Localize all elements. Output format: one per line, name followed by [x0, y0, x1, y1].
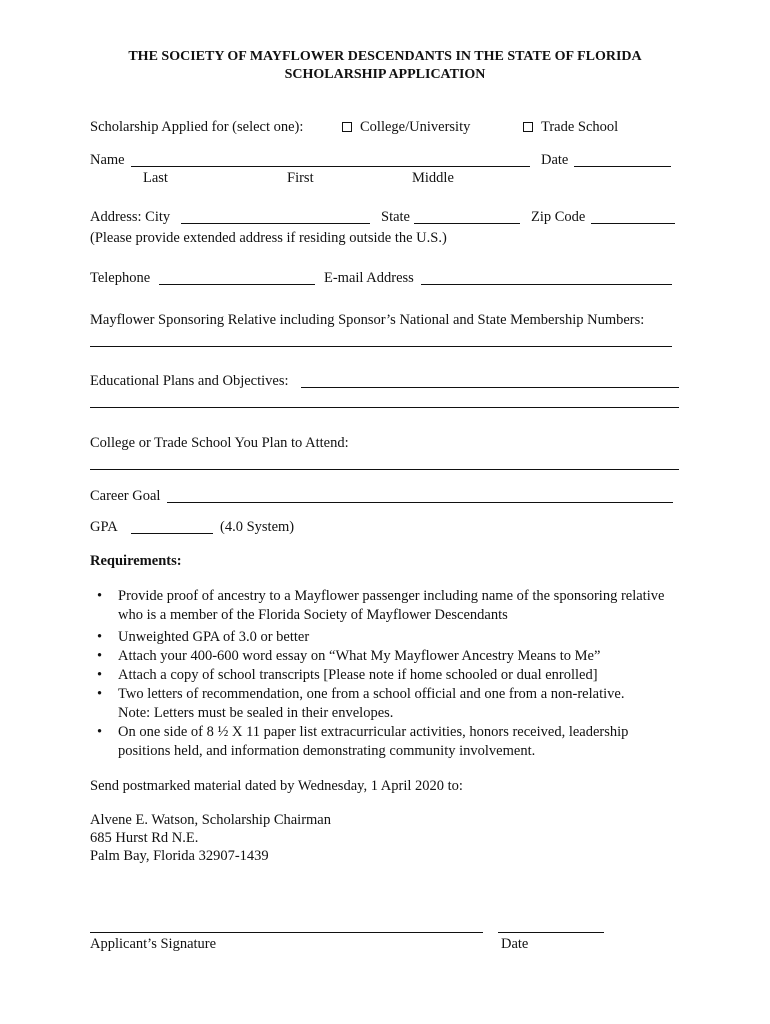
telephone-field[interactable] [159, 284, 315, 285]
chairman-name: Alvene E. Watson, Scholarship Chairman [90, 812, 331, 828]
college-checkbox[interactable] [342, 122, 352, 132]
requirements-heading: Requirements: [90, 553, 182, 569]
gpa-suffix: (4.0 System) [220, 519, 295, 535]
list-item: • Unweighted GPA of 3.0 or better [90, 628, 670, 647]
career-label: Career Goal [90, 488, 161, 504]
school-field[interactable] [90, 469, 679, 470]
sponsor-field[interactable] [90, 346, 672, 347]
address-note: (Please provide extended address if residing outside the U.S.) [90, 230, 447, 246]
sponsor-label: Mayflower Sponsoring Relative including Sponsor’s National and State Membership Numbers: [90, 312, 645, 328]
state-label: State [381, 209, 410, 225]
chairman-city: Palm Bay, Florida 32907-1439 [90, 848, 269, 864]
career-field[interactable] [167, 502, 673, 503]
date-field[interactable] [574, 166, 671, 167]
state-field[interactable] [414, 223, 520, 224]
date-label: Date [541, 152, 569, 168]
name-field[interactable] [131, 166, 530, 167]
list-item: • Two letters of recommendation, one from a school official and one from a non-relative. Note: Letters must be sealed in their envelopes. [90, 685, 670, 723]
signature-date-field[interactable] [498, 932, 604, 933]
chairman-street: 685 Hurst Rd N.E. [90, 830, 199, 846]
list-item: • Attach a copy of school transcripts [Please note if home schooled or dual enrolled] [90, 666, 670, 685]
name-sublabel-middle: Middle [412, 170, 454, 186]
signature-date-label: Date [501, 936, 529, 952]
name-sublabel-first: First [287, 170, 314, 186]
zip-field[interactable] [591, 223, 675, 224]
school-label: College or Trade School You Plan to Attend: [90, 435, 349, 451]
list-item: • On one side of 8 ½ X 11 paper list extracurricular activities, honors received, leadership positions held, and information demonstrating community involvement. [90, 723, 670, 761]
gpa-field[interactable] [131, 533, 213, 534]
signature-field[interactable] [90, 932, 483, 933]
form-title: THE SOCIETY OF MAYFLOWER DESCENDANTS IN THE STATE OF FLORIDA [128, 49, 642, 64]
education-field-line1[interactable] [301, 387, 679, 388]
telephone-label: Telephone [90, 270, 151, 286]
scholarship-label: Scholarship Applied for (select one): [90, 119, 304, 135]
list-item: • Attach your 400-600 word essay on “What My Mayflower Ancestry Means to Me” [90, 647, 670, 666]
city-label: Address: City [90, 209, 171, 225]
email-label: E-mail Address [324, 270, 414, 286]
college-option-label: College/University [360, 119, 471, 135]
city-field[interactable] [181, 223, 370, 224]
education-label: Educational Plans and Objectives: [90, 373, 289, 389]
gpa-label: GPA [90, 519, 118, 535]
signature-label: Applicant’s Signature [90, 936, 217, 952]
form-subtitle: SCHOLARSHIP APPLICATION [284, 67, 486, 82]
name-sublabel-last: Last [143, 170, 168, 186]
email-field[interactable] [421, 284, 672, 285]
zip-label: Zip Code [531, 209, 586, 225]
trade-school-option-label: Trade School [541, 119, 619, 135]
education-field-line2[interactable] [90, 407, 679, 408]
trade-school-checkbox[interactable] [523, 122, 533, 132]
list-item: • Provide proof of ancestry to a Mayflower passenger including name of the sponsoring relative who is a member of the Florida Society of Mayflower Descendants [90, 587, 670, 625]
requirements-list [90, 587, 670, 764]
send-instruction: Send postmarked material dated by Wednesday, 1 April 2020 to: [90, 778, 463, 794]
name-label: Name [90, 152, 125, 168]
